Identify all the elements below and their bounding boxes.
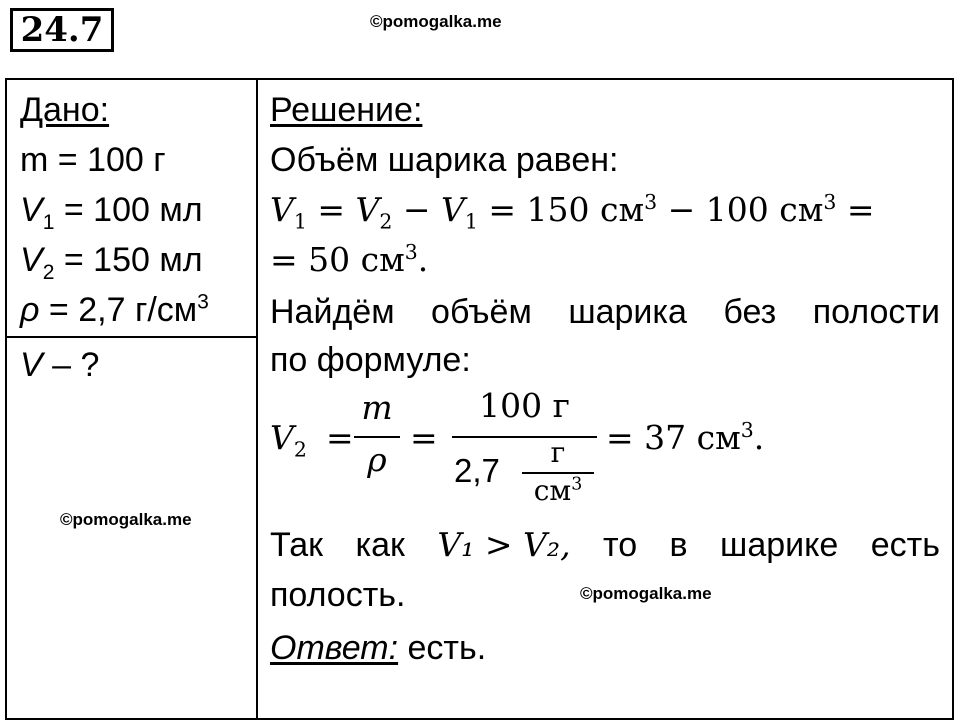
frac1-denominator: ρ (367, 440, 387, 479)
unit-den-sup: 3 (571, 474, 583, 495)
fraction-mass-density (354, 388, 400, 488)
equation-volume-diff (270, 190, 875, 234)
eq2-result-text: = 37 см (606, 418, 741, 457)
eq1-v1-sub: 1 (293, 209, 307, 234)
eq2-lhs-sub: 2 (293, 437, 307, 462)
given-v1-sym: V (20, 191, 43, 229)
given-v2-sym: V (20, 241, 43, 279)
column-divider (256, 78, 258, 720)
eq1-v2: V (355, 190, 380, 229)
eq1-val2-sup: 3 (823, 190, 837, 214)
find-rest: – ? (42, 346, 100, 384)
eq1-val2: − 100 см (657, 190, 824, 229)
given-v2 (20, 240, 203, 284)
eq1-eq: = (306, 190, 356, 229)
unit-den-text: см (533, 474, 572, 507)
solution-line-1: Объём шарика равен: (270, 141, 619, 179)
eq1-minus: − (392, 190, 441, 229)
eq1-val1-sup: 3 (644, 190, 658, 214)
given-v1-sub: 1 (42, 210, 55, 234)
frac1-bar (354, 436, 400, 438)
given-mass-value: = 100 г (48, 141, 166, 179)
eq1-v2-sub: 2 (379, 209, 393, 234)
solution-line-3: по формуле: (270, 341, 471, 379)
line2-word: шарика (568, 293, 687, 331)
given-density-sym: ρ (20, 291, 40, 329)
eq1b-sup: 3 (404, 240, 418, 264)
answer-line (270, 628, 486, 668)
given-v1-value: = 100 мл (54, 191, 203, 229)
line4-comparison: V₁ > V₂, (437, 525, 571, 564)
solution-line-5: полость. (270, 576, 406, 614)
given-find-divider (5, 336, 257, 338)
eq2-lhs-sym: V (270, 418, 294, 457)
eq1b-tail: . (417, 240, 429, 279)
find-quantity (20, 345, 99, 385)
eq1-val1: = 150 см (477, 190, 645, 229)
given-v1 (20, 190, 203, 234)
equation-volume-result (270, 240, 428, 280)
line4-word: есть (870, 526, 940, 564)
eq1-v3-sub: 1 (464, 209, 478, 234)
given-v2-sub: 2 (42, 260, 55, 284)
eq2-result (606, 418, 764, 458)
eq2-tail: . (753, 418, 765, 457)
given-mass-sym: m (20, 141, 49, 179)
fraction-volume (452, 386, 597, 516)
given-mass (20, 140, 166, 180)
answer-value: есть. (398, 629, 487, 667)
given-density-sup: 3 (197, 290, 209, 314)
line4-word: как (355, 526, 405, 564)
frac2-den-number: 2,7 (454, 452, 500, 489)
solution-heading: Решение: (270, 91, 423, 129)
given-density-value: = 2,7 г/см (39, 291, 198, 329)
line4-word: в (669, 526, 688, 564)
eq2-equals-1: = (326, 418, 354, 457)
line2-word: полости (812, 293, 940, 331)
frac2-den-unit (522, 436, 594, 506)
eq2-equals-2: = (410, 418, 438, 457)
solution-line-2 (270, 292, 940, 332)
line2-word: Найдём (270, 293, 395, 331)
unit-denominator (522, 474, 594, 507)
eq1-tail: = (836, 190, 875, 229)
line2-word: объём (431, 293, 532, 331)
eq1-v3: V (441, 190, 465, 229)
eq2-result-sup: 3 (740, 418, 754, 442)
line2-word: без (723, 293, 777, 331)
problem-number: 24.7 (10, 8, 114, 52)
eq1b-text: = 50 см (270, 240, 405, 279)
find-sym: V (20, 346, 43, 384)
watermark-right: ©pomogalka.me (580, 584, 712, 603)
given-v2-value: = 150 мл (54, 241, 203, 279)
eq2-lhs (270, 418, 307, 462)
given-heading: Дано: (20, 91, 110, 129)
frac2-numerator: 100 г (479, 386, 570, 425)
answer-label: Ответ: (270, 629, 399, 667)
solution-line-4 (270, 525, 940, 565)
watermark-left: ©pomogalka.me (60, 510, 192, 529)
given-density (20, 290, 209, 330)
line4-word: то (603, 526, 638, 564)
line4-word: Так (270, 526, 324, 564)
unit-numerator: г (550, 436, 566, 469)
frac1-numerator: m (361, 388, 393, 427)
line4-word: шарике (720, 526, 839, 564)
watermark-top: ©pomogalka.me (370, 12, 502, 31)
eq1-v1: V (270, 190, 294, 229)
